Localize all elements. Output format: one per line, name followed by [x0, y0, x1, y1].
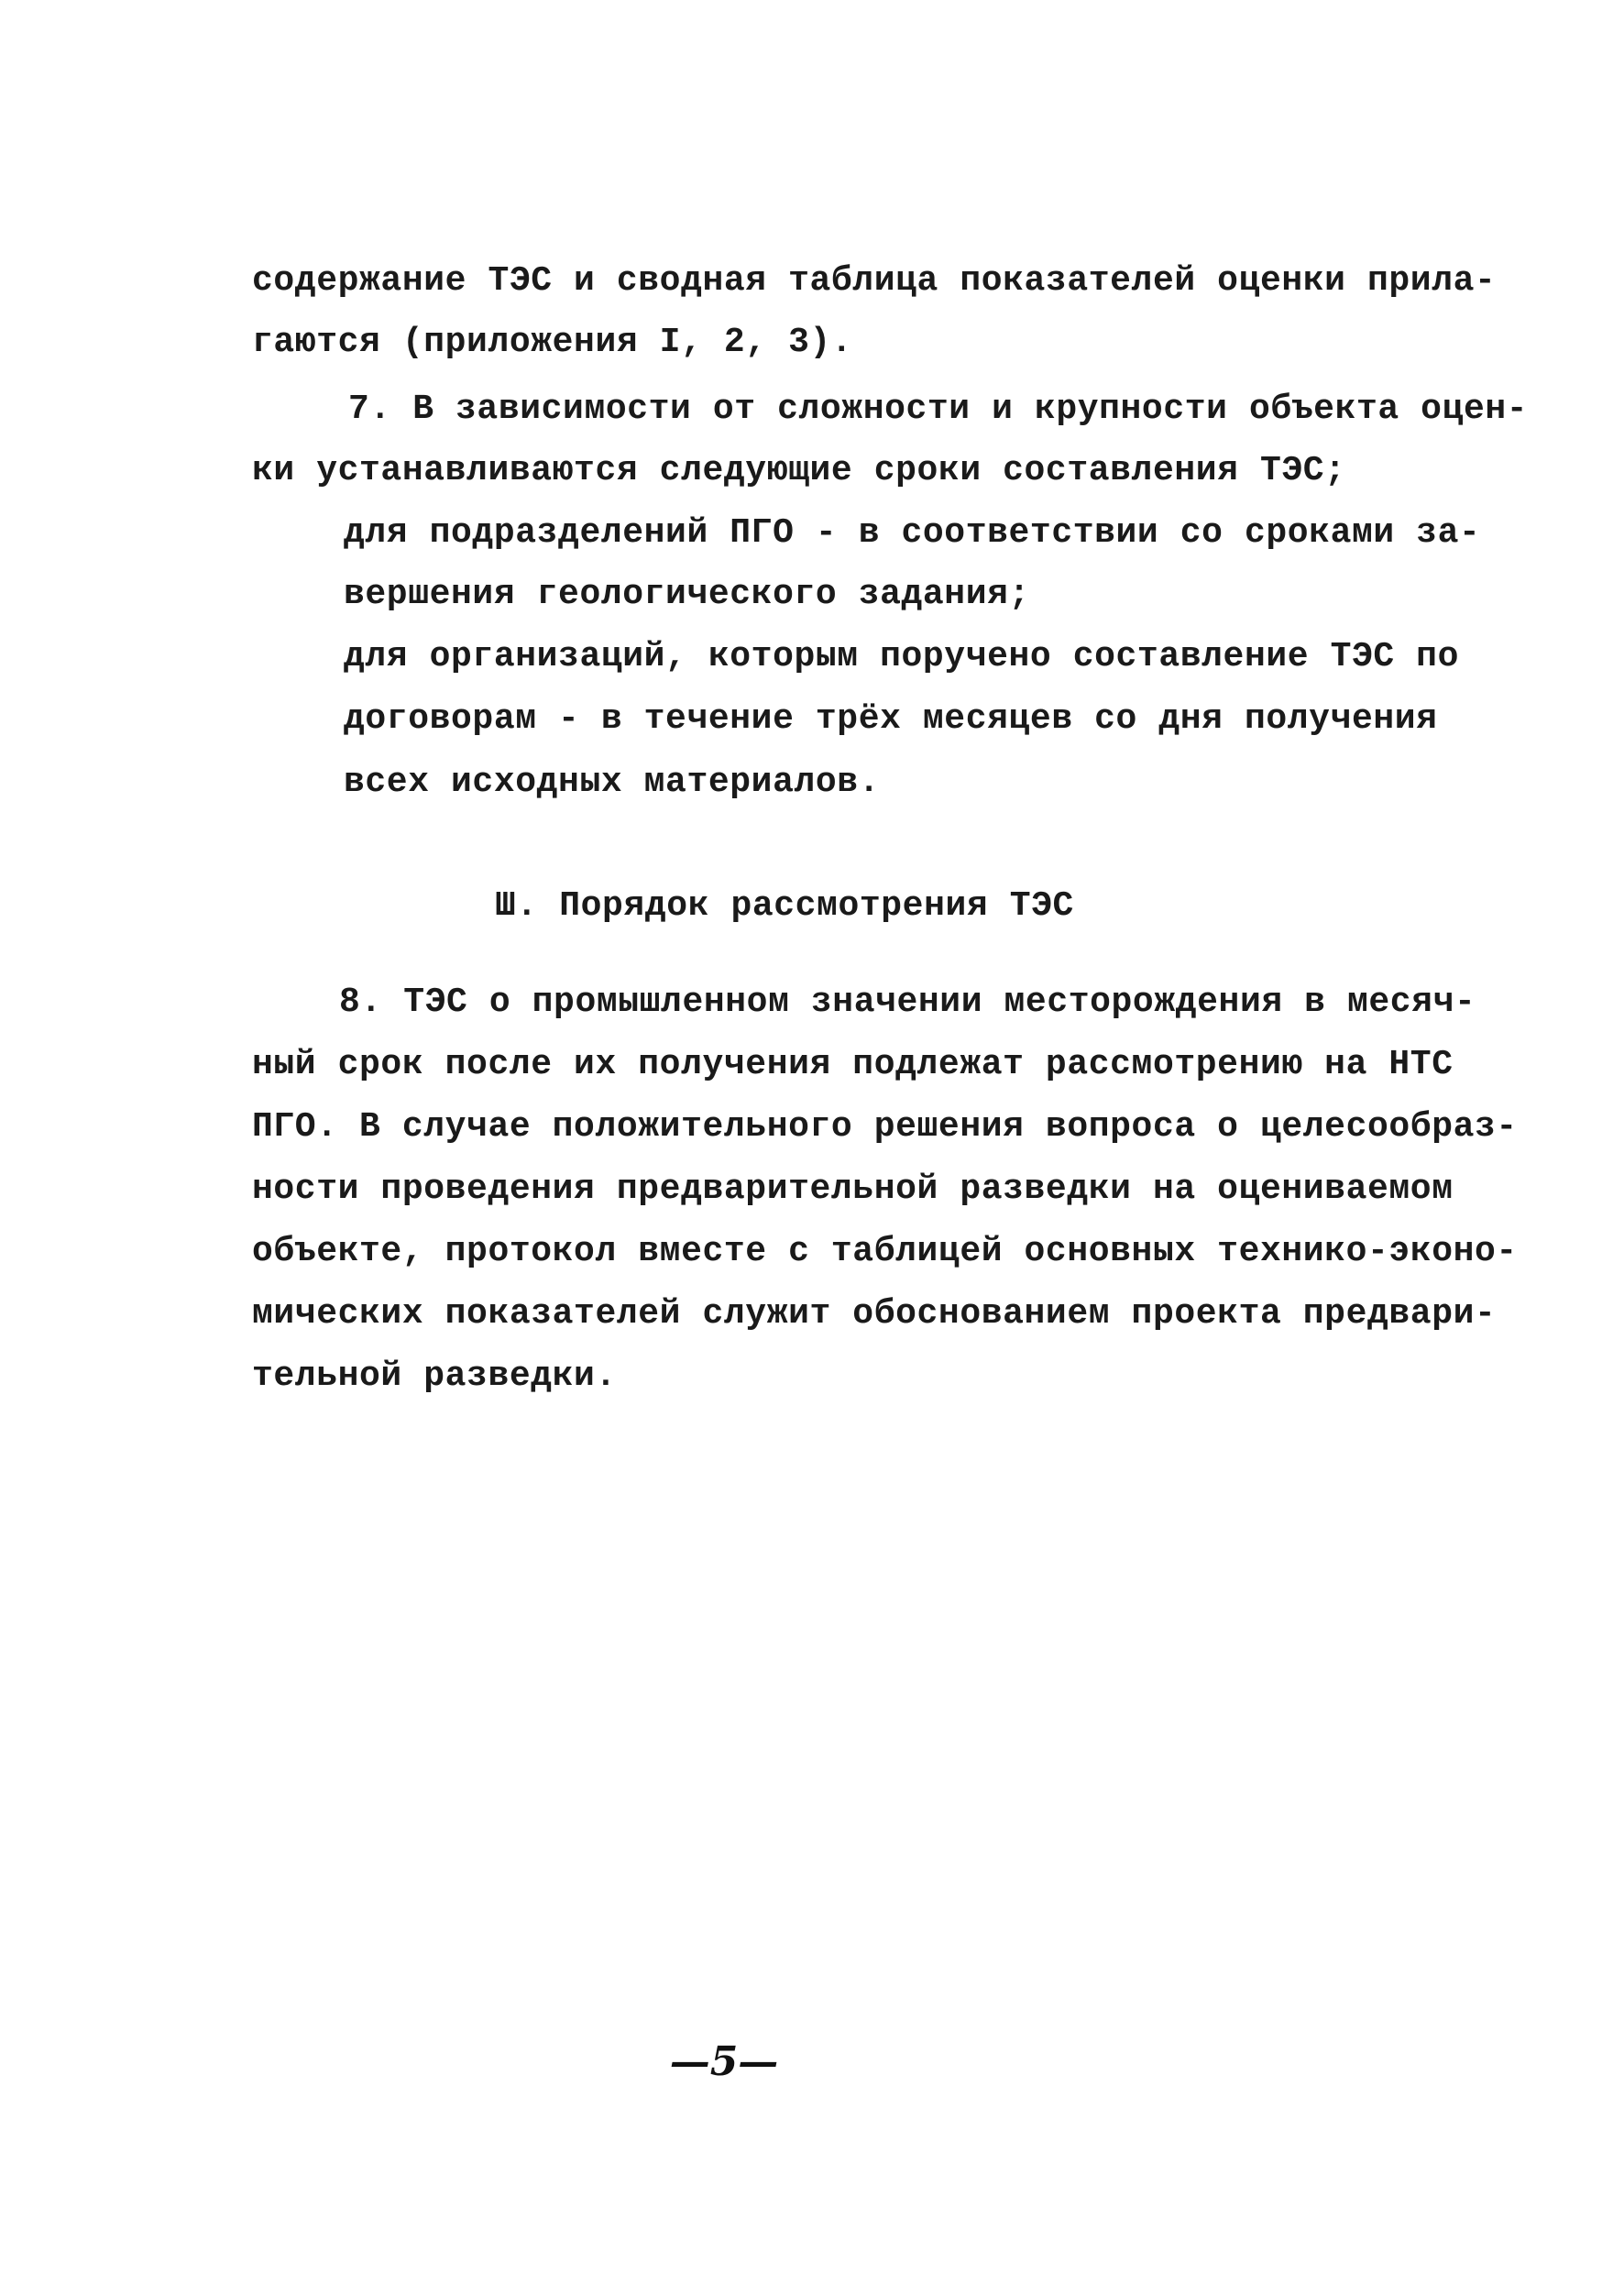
- paragraph-8-line-7: тельной разведки.: [252, 1356, 617, 1396]
- paragraph-8-line-4: ности проведения предварительной разведки на оцениваемом: [252, 1169, 1454, 1209]
- paragraph-6-line-1: содержание ТЭС и сводная таблица показателей оценки прила-: [252, 261, 1497, 301]
- paragraph-8-line-2: ный срок после их получения подлежат рассмотрению на НТС: [252, 1045, 1454, 1084]
- paragraph-7-item-1-line-2: вершения геологического задания;: [344, 575, 1030, 614]
- paragraph-8-line-6: мических показателей служит обоснованием проекта предвари-: [252, 1294, 1497, 1334]
- paragraph-8-line-1: 8. ТЭС о промышленном значении месторождения в месяч-: [339, 983, 1476, 1022]
- paragraph-7-item-2-line-2: договорам - в течение трёх месяцев со дня получения: [344, 699, 1438, 739]
- paragraph-7-item-2-line-3: всех исходных материалов.: [344, 763, 881, 802]
- section-heading: Ш. Порядок рассмотрения ТЭС: [495, 886, 1074, 926]
- paragraph-7-item-1-line-1: для подразделений ПГО - в соответствии со сроками за-: [344, 513, 1481, 553]
- page-number: —5—: [669, 2038, 779, 2085]
- paragraph-7-line-1: 7. В зависимости от сложности и крупности объекта оцен-: [348, 390, 1529, 429]
- paragraph-8-line-5: объекте, протокол вместе с таблицей основных технико-эконо-: [252, 1232, 1518, 1271]
- paragraph-8-line-3: ПГО. В случае положительного решения вопроса о целесообраз-: [252, 1107, 1518, 1147]
- paragraph-7-line-2: ки устанавливаются следующие сроки составления ТЭС;: [252, 451, 1346, 490]
- paragraph-7-item-2-line-1: для организаций, которым поручено составление ТЭС по: [344, 637, 1459, 676]
- paragraph-6-line-2: гаются (приложения I, 2, 3).: [252, 323, 853, 362]
